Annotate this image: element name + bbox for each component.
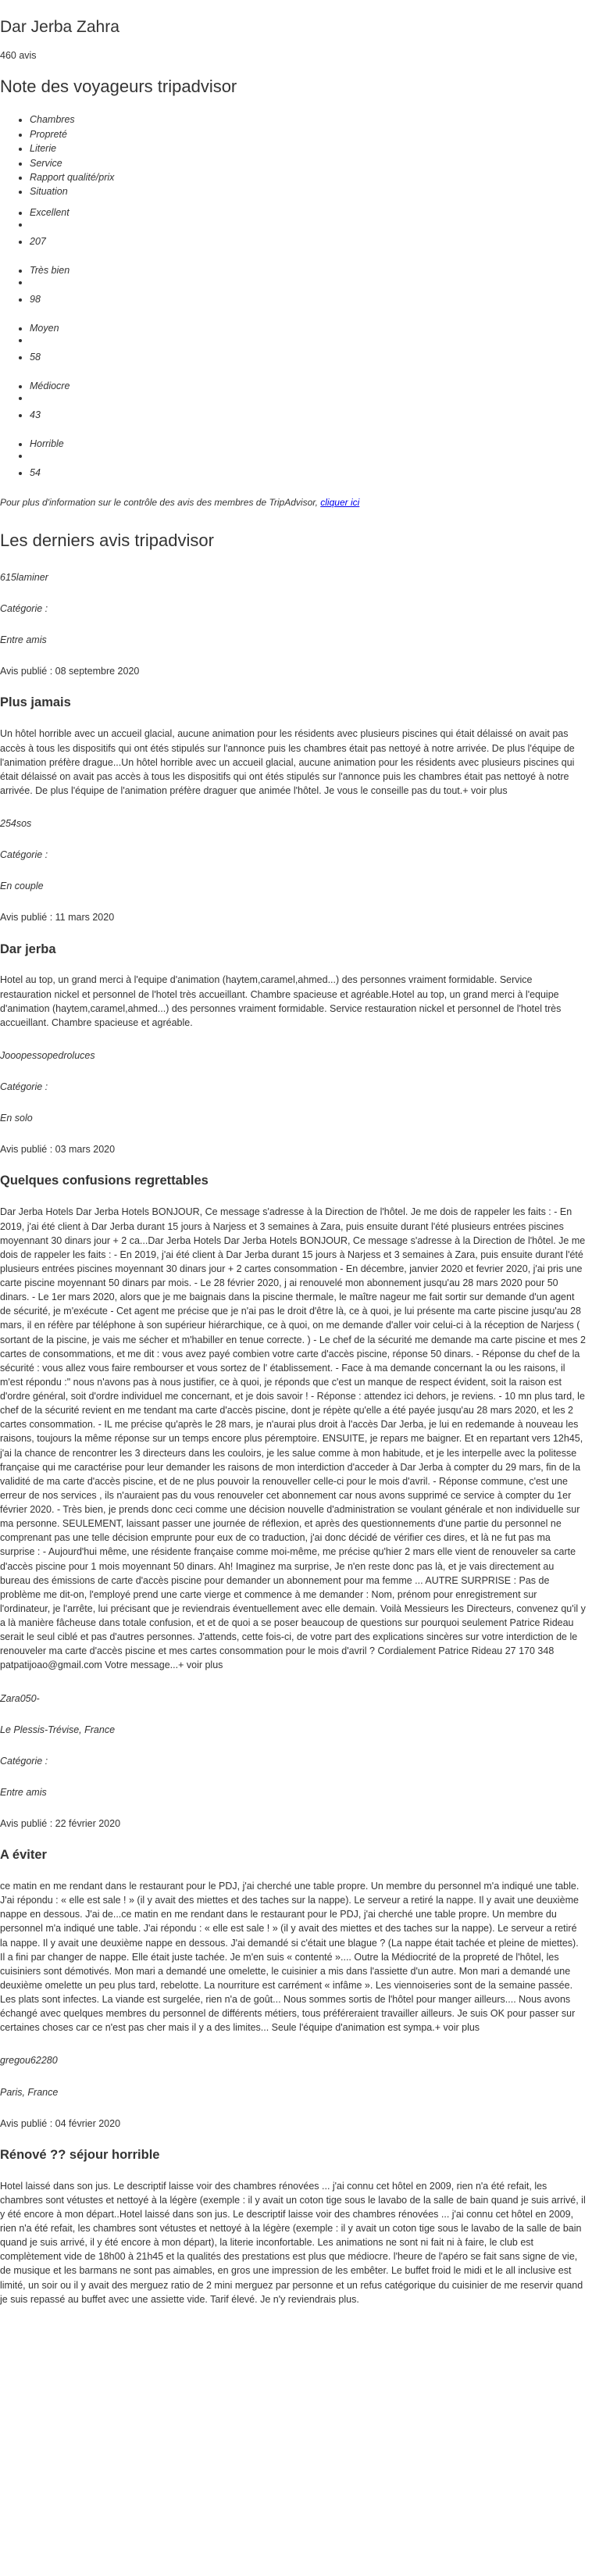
review-date: Avis publié : 03 mars 2020 xyxy=(0,1144,116,1156)
rating-level-count: • 207 xyxy=(30,236,586,248)
review-location: Paris, France xyxy=(0,2086,59,2098)
review-date: Avis publié : 08 septembre 2020 xyxy=(0,666,140,677)
review-title: Quelques confusions regrettables xyxy=(0,1174,209,1188)
rating-level-label: • Excellent xyxy=(30,207,586,219)
review-body xyxy=(0,1205,586,1672)
review-date: Avis publié : 11 mars 2020 xyxy=(0,912,115,924)
review-category: Entre amis xyxy=(0,1786,47,1798)
category-item: • Service xyxy=(30,156,586,170)
review-body xyxy=(0,727,586,798)
rating-bar xyxy=(30,392,586,398)
rating-level-label: • Médiocre xyxy=(30,381,586,392)
review-body xyxy=(0,2179,586,2306)
review-card xyxy=(0,1049,586,1673)
latest-reviews-title: Les derniers avis tripadvisor xyxy=(0,531,214,551)
rating-bar xyxy=(30,450,586,456)
rating-level-count: • 54 xyxy=(30,467,586,479)
review-text: ce matin en me rendant dans le restaurant pour le PDJ, j'ai cherché une table propre. Un membre du personnel m'a indiqué une table. J'ai répondu : « elle est sale ! » (il y avait des miettes et des taches sur la nappe). Le serveur a retiré la nappe. Il y avait une deuxième nappe en dessous. J'ai de...ce matin en me rendant dans le restaurant pour le PDJ, j'ai cherché une table propre. Un membre du personnel m'a indiqué une table. J'ai répondu : « elle est sale ! » (il y avait des miettes et des taches sur la nappe). Le serveur a retiré la nappe. Il y avait une deuxième nappe en dessous. J'ai demandé si c'était une blague ? (La nappe était tachée et pleine de miettes). Il a fini par changer de nappe. Elle était juste tachée. Je m'en suis « contenté ».... Outre la Médiocrité de la propreté de l'hôtel, les cuisiniers sont démotivés. Mon mari a demandé une omelette, le cuisinier a mis dans l'assiette d'un autre. Mon mari a demandé une deuxième omelette un peu plus tard, rebelotte. La nourriture est carrément « infâme ». Les viennoiseries sont de la semaine passée. Les plats sont infectes. La viande est surgelée, rien n'a de goût... Nous sommes sortis de l'hôtel pour manger ailleurs.... Nous avons échangé avec quelques membres du personnel de différents métiers, tous préféreraient travailler ailleurs. Je suis OK pour passer sur certaines choses car ce n'est pas cher mais il y a des limites... Seule l'équipe d'animation est sympa. xyxy=(0,1881,580,2034)
rating-bar xyxy=(30,334,586,341)
rating-categories xyxy=(17,113,586,198)
review-author: Jooopessopedroluces xyxy=(0,1049,95,1061)
category-item: • Rapport qualité/prix xyxy=(30,170,586,184)
see-more-link[interactable]: + voir plus xyxy=(178,1660,223,1671)
rating-level-label: • Très bien xyxy=(30,265,586,277)
rating-level-count: • 43 xyxy=(30,409,586,421)
review-category: Entre amis xyxy=(0,634,47,646)
rating-level-count: • 58 xyxy=(30,352,586,363)
disclaimer-link[interactable]: cliquer ici xyxy=(320,496,360,508)
category-item: • Situation xyxy=(30,184,586,198)
review-card xyxy=(0,570,586,798)
see-more-link[interactable]: + voir plus xyxy=(462,784,508,796)
review-date: Avis publié : 04 février 2020 xyxy=(0,2117,121,2129)
hotel-name: Dar Jerba Zahra xyxy=(0,18,119,36)
rating-bar xyxy=(30,219,586,225)
review-category-label: Catégorie : xyxy=(0,1755,48,1767)
rating-level-label: • Moyen xyxy=(30,323,586,334)
rating-levels xyxy=(17,207,586,479)
review-category: En couple xyxy=(0,881,44,892)
review-category: En solo xyxy=(0,1113,33,1124)
tripadvisor-disclaimer xyxy=(0,496,586,509)
review-text: Dar Jerba Hotels Dar Jerba Hotels BONJOUR, Ce message s'adresse à la Direction de l'hôtel. Je me dois de rappeler les faits : - En 2019, j'ai été client à Dar Jerba durant 15 jours à Narjess et 3 semaines à Zara, puis ensuite durant l'été plusieurs entrées piscines moyennant 30 dinars jour + 2 ca...Dar Jerba Hotels Dar Jerba Hotels BONJOUR, Ce message s'adresse à la Direction de l'hôtel. Je me dois de rappeler les faits : - En 2019, j'ai été client à Dar Jerba durant 15 jours à Narjess et 3 semaines à Zara, puis ensuite durant l'été plusieurs entrées piscines moyennant 30 dinars jour + 2 cartes consommation - En décembre, janvier 2020 et fevrier 2020, j'ai pris une carte piscine moyennant 50 dinars par mois. - Le 28 février 2020, j ai renouvelé mon abonnement jusqu'au 28 mars 2020 pour 50 dinars. - Le 1er mars 2020, alors que je me baignais dans la piscine thermale, le maître nageur me fait sortir sur demande d'un agent de sécurité, je m'exécute - Cet agent me précise que je n'ai pas le droit d'être là, ce à quoi, je lui présente ma carte piscine jusqu'au 28 mars, il en réfère par téléphone à son supérieur hiérarchique, ce à quoi, on me demande d'aller voir celui-ci à la réception de Narjess ( sortant de la piscine, je vais me sécher et m'habiller en tenue correcte. ) - Le chef de la sécurité me demande ma carte piscine et mes 2 cartes de consommations, et me dit : vous avez payé combien votre carte d'accès piscine, réponse 50 dinars. - Réponse du chef de la sécurité : vous allez vous faire rembourser et vous sortez de l' établissement. - Face à ma demande concernant la ou les raisons, il m'est répondu :" nous n'avons pas à nous justifier, ce à quoi, je réponds que c'est un manque de respect évident, soit la raison est d'ordre général, soit d'ordre individuel me concernant, et je dois savoir ! - Réponse : attendez ici dehors, je reviens. - 10 mn plus tard, le chef de la sécurité revient en me tendant ma carte d'accès piscine, dont je répète qu'elle a été payée jusqu'au 28 mars 2020, et les 2 cartes consommation. - IL me précise qu'après le 28 mars, je n'aurai plus droit à l'accès Dar Jerba, je lui en redemande à nouveau les raisons, toujours la même réponse sur un temps encore plus péremptoire. ENSUITE, je repars me baigner. Et en repartant vers 12h45, j'ai la chance de rencontrer les 3 directeurs dans les couloirs, je les salue comme à mon habitude, et je les interpelle avec la politesse française qui me caractérise pour leur demander les raisons de mon interdiction d'acceder à Dar Jerba à compter du 29 mars, fin de la validité de ma carte d'accès piscine, et de ne plus pouvoir la renouveller celle-ci pour le mois d'avril. - Réponse commune, c'est une erreur de nos services , ils n'auraient pas du vous renouveler cet abonnement car nous avons supprimé ce service à compter du 1er février 2020. - Très bien, je prends donc ceci comme une décision nouvelle d'administration se voulant générale et non individuelle sur ma personne. SEULEMENT, laissant passer une journée de réflexion, et après des questionnements d'une partie du personnel ne comprenant pas une telle décision emprunte pour eux de co traduction, j'ai donc décidé de vérifier ces dires, et là ne fut pas ma surprise : - Aujourd'hui même, une résidente française comme moi-même, me précise qu'hier 2 mars elle vient de renouveler sa carte d'accès piscine pour 1 mois moyennant 50 dinars. Ah! Imaginez ma surprise, Je n'en reste donc pas là, et je vais directement au bureau des émissions de carte d'accès piscine pour demander un abonnement pour ma femme ... AUTRE SURPRISE : Pas de problème me dit-on, l'employé prend une carte vierge et commence à me demander : Nom, prénom pour enregistrement sur l'ordinateur, je l'arrête, lui précisant que je reviendrais éventuellement avec elle demain. Voilà Messieurs les Directeurs, convenez qu'il y a là manière fâcheuse dans totale confusion, et et de quoi a se poser beaucoup de questions sur pourquoi seulement Patrice Rideau serait le seul ciblé et pas d'autres personnes. J'attends, cette fois-ci, de votre part des explications sincères sur votre interdiction de le renouveler ma carte d'accès piscine et mes cartes consommation pour le mois d'avril ? Cordialement Patrice Rideau 27 170 348 patpatijoao@gmail.com Votre message... xyxy=(0,1206,586,1671)
review-category-label: Catégorie : xyxy=(0,849,48,861)
category-item: • Propreté xyxy=(30,127,586,141)
review-title: Plus jamais xyxy=(0,695,71,710)
review-author: Zara050- xyxy=(0,1692,40,1704)
review-text: Un hôtel horrible avec un accueil glacial, aucune animation pour les résidents avec plusieurs piscines qui était délaissé on avait pas accès à tous les dispositifs qui ont étés stipulés sur l'annonce puis les chambres était pas nettoyé à notre arrivée. De plus l'équipe de l'animation préfère drague...Un hôtel horrible avec un accueil glacial, aucune animation pour les résidents avec plusieurs piscines qui était délaissé on avait pas accès à tous les dispositifs qui ont étés stipulés sur l'annonce puis les chambres était pas nettoyé à notre arrivée. De plus l'équipe de l'animation préfère draguer que animée l'hôtel. Je vous le conseille pas du tout. xyxy=(0,728,575,796)
rating-bar xyxy=(30,277,586,283)
review-author: 615laminer xyxy=(0,571,48,583)
review-title: Rénové ?? séjour horrible xyxy=(0,2147,160,2162)
review-text: Hotel laissé dans son jus. Le descriptif laisse voir des chambres rénovées ... j'ai connu cet hôtel en 2009, rien n'a été refait, les chambres sont vétustes et nettoyé à la légère (exemple : il y avait un coton tige sous le lavabo de la salle de bain quand je suis arrivé, il y été encore à mon départ..Hotel laissé dans son jus. Le descriptif laisse voir des chambres rénovées ... j'ai connu cet hôtel en 2009, rien n'a été refait, les chambres sont vétustes et nettoyé à la légère (exemple : il y avait un coton tige sous le lavabo de la salle de bain quand je suis arrivé, il y été encore à mon départ), la literie inconfortable. Les animations ne sont ni fait ni à faire, le club est complètement vide de 18h00 à 21h45 et la qualités des prestations est plus que médiocre. l'heure de l'apéro se fait sans signe de vie, de musique et les barmans ne sont pas aimables, en gros une impression de les embêter. Le buffet froid le midi et le all inclusive est limité, un soir ou il y avait des merguez ratio de 2 mini merguez par personne et un refus catégorique du cuisinier de me reservir quand je suis repassé au buffet avec une assiette vide. Tarif élevé. Je n'y reviendrais plus. xyxy=(0,2180,586,2305)
review-card xyxy=(0,2053,586,2306)
review-body xyxy=(0,973,586,1030)
rating-section-title: Note des voyageurs tripadvisor xyxy=(0,76,237,96)
review-count: 460 avis xyxy=(0,50,37,62)
rating-section xyxy=(0,74,586,510)
review-title: Dar jerba xyxy=(0,941,56,956)
category-item: • Chambres xyxy=(30,113,586,127)
rating-level-count: • 98 xyxy=(30,294,586,305)
review-text: Hotel au top, un grand merci à l'equipe d'animation (haytem,caramel,ahmed...) des personnes vraiment formidable. Service restauration nickel et personnel de l'hotel très accueillant. Chambre spacieuse et agréable.Hotel au top, un grand merci à l'equipe d'animation (haytem,caramel,ahmed...) des personnes vraiment formidable. Service restauration nickel et personnel de l'hotel très accueillant. Chambre spacieuse et agréable. xyxy=(0,974,562,1028)
review-location: Le Plessis-Trévise, France xyxy=(0,1724,116,1735)
see-more-link[interactable]: + voir plus xyxy=(434,2022,480,2034)
review-date: Avis publié : 22 février 2020 xyxy=(0,1818,121,1829)
review-author: 254sos xyxy=(0,818,32,830)
disclaimer-text: Pour plus d'information sur le contrôle des avis des membres de TripAdvisor, xyxy=(0,496,318,508)
review-card xyxy=(0,1692,586,2035)
review-body xyxy=(0,1879,586,2035)
review-author: gregou62280 xyxy=(0,2055,58,2067)
review-card xyxy=(0,816,586,1030)
review-title: A éviter xyxy=(0,1848,47,1863)
review-category-label: Catégorie : xyxy=(0,603,48,615)
rating-level-label: • Horrible xyxy=(30,438,586,450)
category-item: • Literie xyxy=(30,141,586,155)
review-category-label: Catégorie : xyxy=(0,1081,48,1093)
